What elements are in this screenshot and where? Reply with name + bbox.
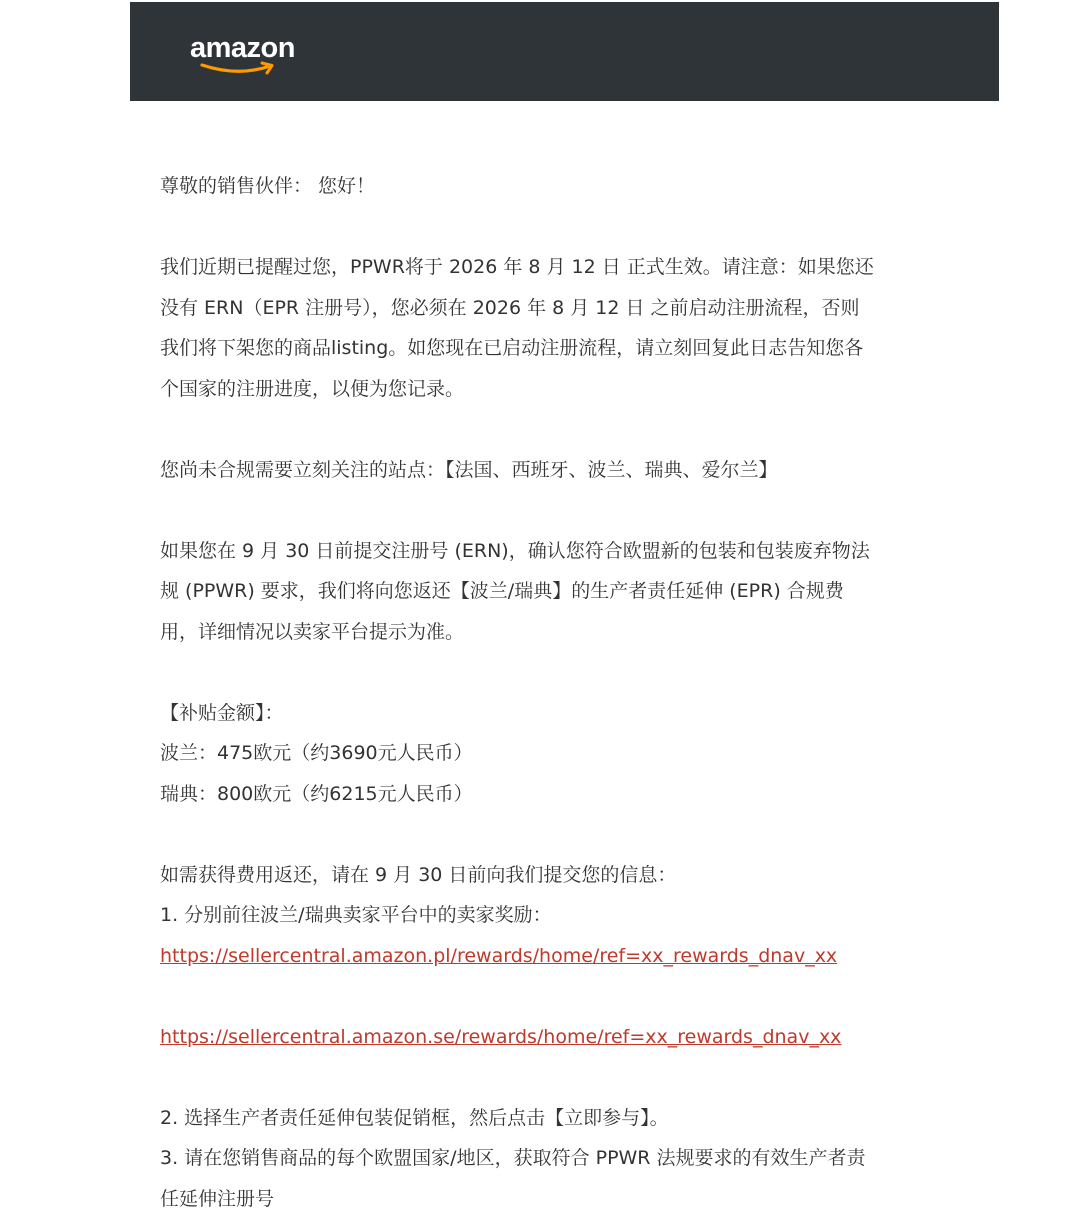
paragraph-line: 用，详细情况以卖家平台提示为准。 — [160, 612, 980, 653]
amazon-logo-text: amazon — [190, 28, 295, 68]
steps-continued — [160, 1098, 980, 1219]
paragraph-line: 个国家的注册进度，以便为您记录。 — [160, 369, 980, 410]
noncompliant-sites: 您尚未合规需要立刻关注的站点：【法国、西班牙、波兰、瑞典、爱尔兰】 — [160, 450, 980, 491]
paragraph-line: 没有 ERN（EPR 注册号），您必须在 2026 年 8 月 12 日 之前启动注册流程，否则 — [160, 288, 980, 329]
subsidy-title: 【补贴金额】： — [160, 693, 980, 734]
refund-paragraph — [160, 531, 980, 653]
subsidy-sweden: 瑞典：800欧元（约6215元人民币） — [160, 774, 980, 815]
paragraph-line: 规 (PPWR) 要求，我们将向您返还【波兰/瑞典】的生产者责任延伸 (EPR) 合规费 — [160, 571, 980, 612]
step-3-continued: 任延伸注册号 — [160, 1179, 980, 1219]
steps-intro: 如需获得费用返还，请在 9 月 30 日前向我们提交您的信息： — [160, 855, 980, 896]
steps-section — [160, 855, 980, 977]
paragraph-line: 我们近期已提醒过您，PPWR将于 2026 年 8 月 12 日 正式生效。请注意：如果您还 — [160, 247, 980, 288]
amazon-smile-icon — [200, 61, 280, 79]
greeting: 尊敬的销售伙伴： 您好！ — [160, 166, 980, 207]
step-2: 2. 选择生产者责任延伸包装促销框，然后点击【立即参与】。 — [160, 1098, 980, 1139]
step-3: 3. 请在您销售商品的每个欧盟国家/地区，获取符合 PPWR 法规要求的有效生产者责 — [160, 1138, 980, 1179]
sweden-link-line — [160, 1017, 980, 1058]
seller-central-sweden-link[interactable]: https://sellercentral.amazon.se/rewards/home/ref=xx_rewards_dnav_xx — [160, 1026, 841, 1048]
subsidy-section — [160, 693, 980, 815]
email-body — [160, 166, 980, 1219]
email-header-banner — [130, 2, 999, 101]
step-1: 1. 分别前往波兰/瑞典卖家平台中的卖家奖励： — [160, 895, 980, 936]
paragraph-line: 我们将下架您的商品listing。如您现在已启动注册流程，请立刻回复此日志告知您各 — [160, 328, 980, 369]
paragraph-line: 如果您在 9 月 30 日前提交注册号 (ERN)，确认您符合欧盟新的包装和包装废弃物法 — [160, 531, 980, 572]
subsidy-poland: 波兰：475欧元（约3690元人民币） — [160, 733, 980, 774]
seller-central-poland-link[interactable]: https://sellercentral.amazon.pl/rewards/home/ref=xx_rewards_dnav_xx — [160, 945, 837, 967]
amazon-logo — [190, 28, 310, 78]
ppwr-notice-paragraph — [160, 247, 980, 409]
